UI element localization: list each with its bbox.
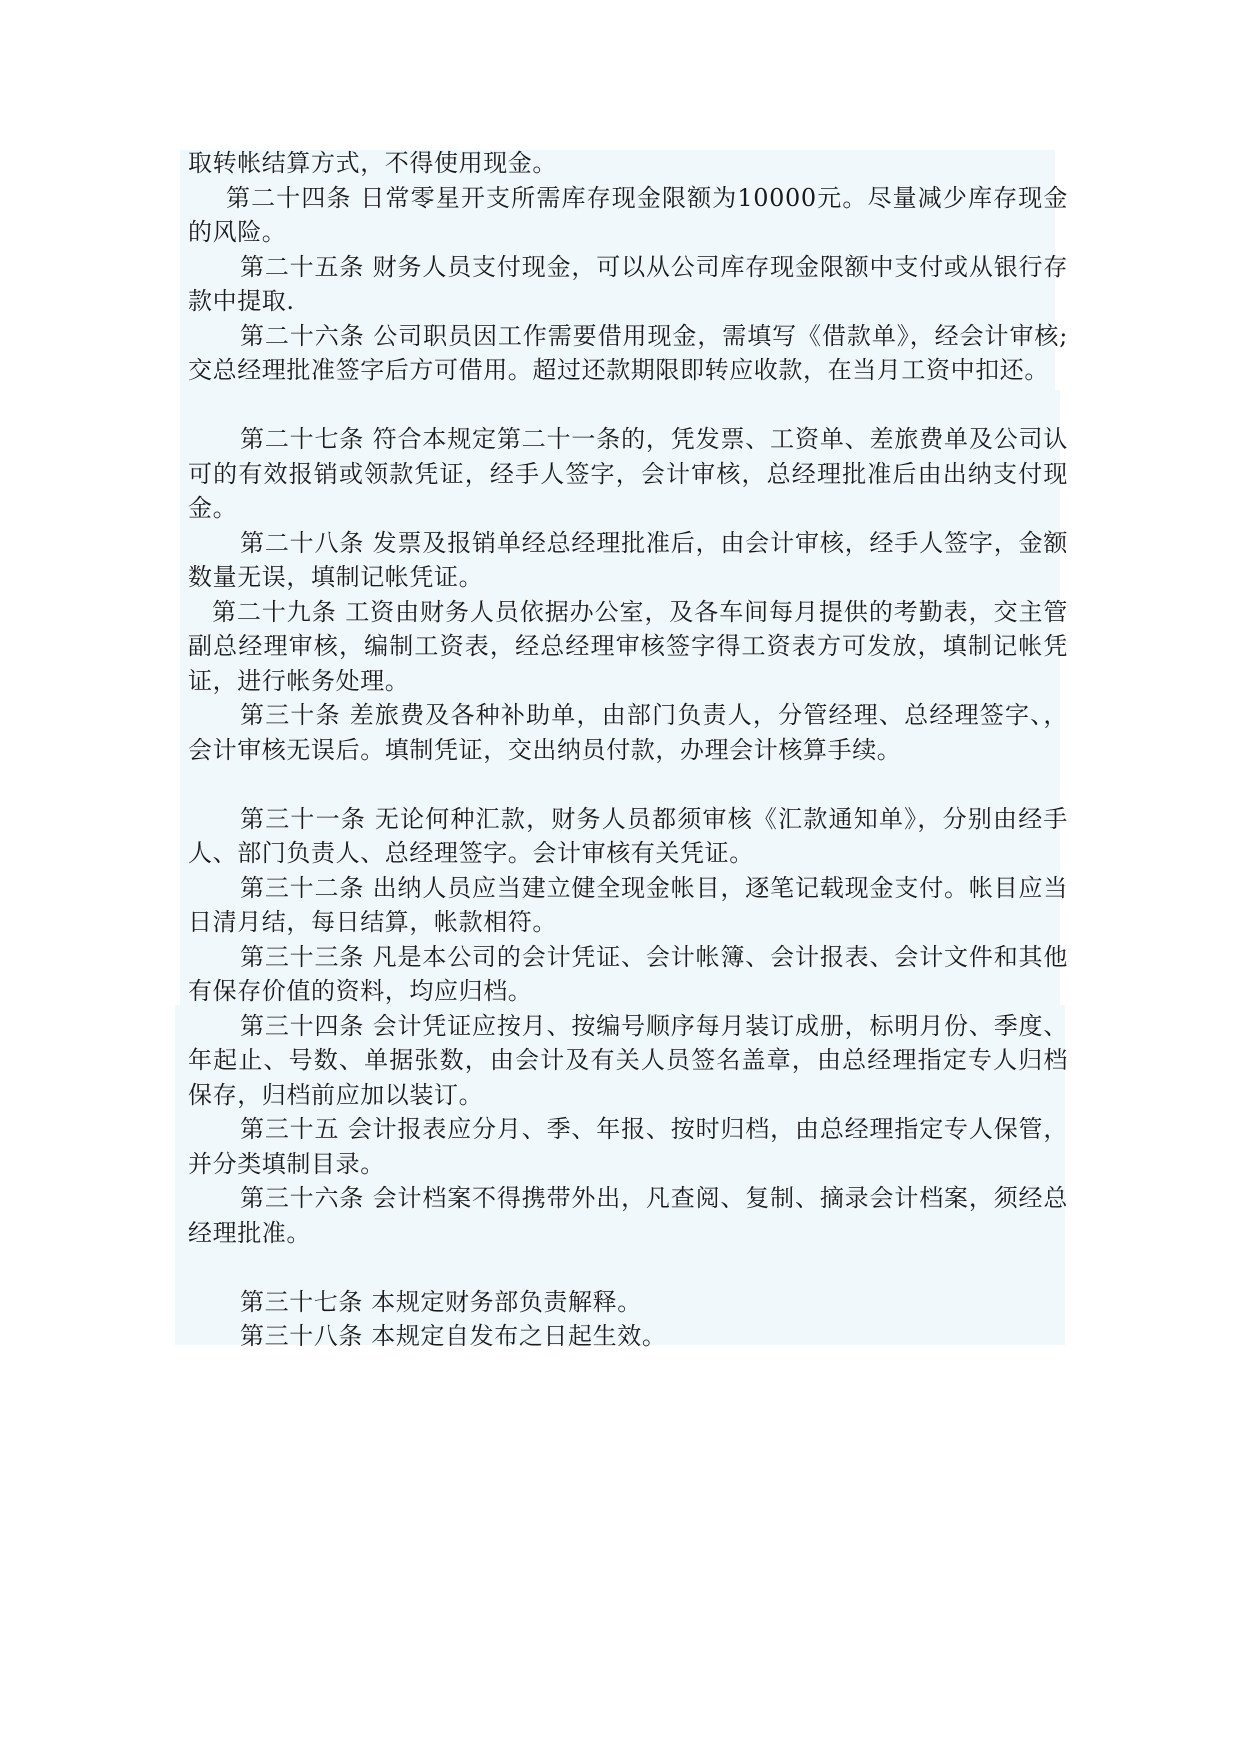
paragraph-article-35: 第三十五 会计报表应分月、季、年报、按时归档，由总经理指定专人保管，并分类填制目录。 xyxy=(188,1115,1068,1178)
paragraph-article-26: 第二十六条 公司职员因工作需要借用现金，需填写《借款单》，经会计审核;交总经理批准签字后方可借用。超过还款期限即转应收款，在当月工资中扣还。 xyxy=(188,321,1068,384)
paragraph-article-37: 第三十七条 本规定财务部负责解释。 xyxy=(240,1287,642,1316)
paragraph-article-36: 第三十六条 会计档案不得携带外出，凡查阅、复制、摘录会计档案，须经总经理批准。 xyxy=(188,1184,1068,1247)
paragraph-article-29: 第二十九条 工资由财务人员依据办公室，及各车间每月提供的考勤表，交主管副总经理审核，编制工资表，经总经理审核签字得工资表方可发放，填制记帐凭证，进行帐务处理。 xyxy=(188,597,1068,695)
paragraph-article-34: 第三十四条 会计凭证应按月、按编号顺序每月装订成册，标明月份、季度、年起止、号数、单据张数，由会计及有关人员签名盖章，由总经理指定专人归档保存，归档前应加以装订。 xyxy=(188,1011,1068,1109)
paragraph-article-24: 第二十四条 日常零星开支所需库存现金限额为10000元。尽量减少库存现金的风险。 xyxy=(188,183,1068,246)
paragraph-article-28: 第二十八条 发票及报销单经总经理批准后，由会计审核，经手人签字，金额数量无误，填制记帐凭证。 xyxy=(188,528,1068,591)
paragraph-article-27: 第二十七条 符合本规定第二十一条的，凭发票、工资单、差旅费单及公司认可的有效报销或领款凭证，经手人签字，会计审核，总经理批准后由出纳支付现金。 xyxy=(188,425,1068,522)
paragraph-continuation: 取转帐结算方式，不得使用现金。 xyxy=(188,149,557,177)
paragraph-article-32: 第三十二条 出纳人员应当建立健全现金帐目，逐笔记载现金支付。帐目应当日清月结，每日结算，帐款相符。 xyxy=(188,873,1068,936)
paragraph-article-38: 第三十八条 本规定自发布之日起生效。 xyxy=(240,1322,667,1350)
paragraph-article-31: 第三十一条 无论何种汇款，财务人员都须审核《汇款通知单》，分别由经手人、部门负责人、总经理签字。会计审核有关凭证。 xyxy=(188,804,1068,867)
paragraph-article-25: 第二十五条 财务人员支付现金，可以从公司库存现金限额中支付或从银行存款中提取. xyxy=(188,252,1068,315)
document-body xyxy=(188,146,1068,1354)
paragraph-article-30: 第三十条 差旅费及各种补助单，由部门负责人，分管经理、总经理签字、，会计审核无误后。填制凭证，交出纳员付款，办理会计核算手续。 xyxy=(188,701,1068,764)
paragraph-article-33: 第三十三条 凡是本公司的会计凭证、会计帐簿、会计报表、会计文件和其他有保存价值的资料，均应归档。 xyxy=(188,942,1068,1005)
